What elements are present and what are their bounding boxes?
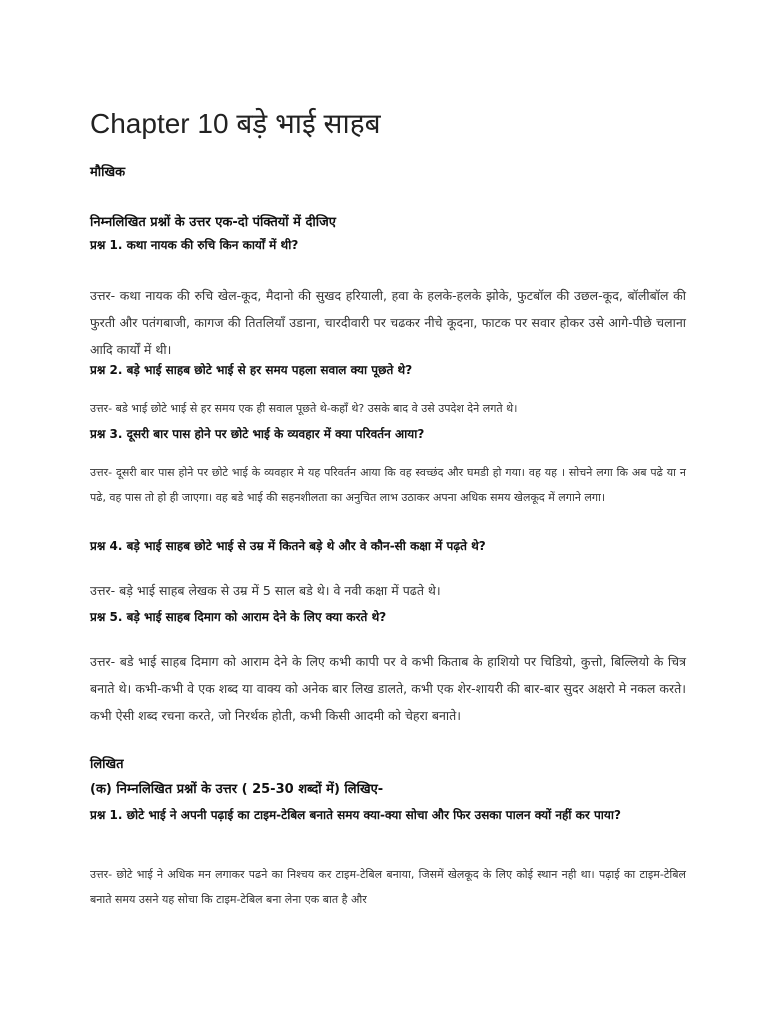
section-heading-written: लिखित: [90, 757, 124, 772]
question-6: प्रश्न 1. छोटे भाई ने अपनी पढ़ाई का टाइम-टेबिल बनाते समय क्या-क्या सोचा और फिर उसका पालन क्यों नहीं कर पाया?: [90, 808, 621, 822]
answer-3: उत्तर- दूसरी बार पास होने पर छोटे भाई के व्यवहार मे यह परिवर्तन आया कि वह स्वच्छंद और घमडी हो गया। वह यह । सोचने लगा कि अब पढे या न पढे, वह पास तो हो ही जाएगा। वह बडे भाई की सहनशीलता का अनुचित लाभ उठाकर अपना अधिक समय खेलकूद में लगाने लगा।: [90, 466, 686, 504]
question-2: प्रश्न 2. बड़े भाई साहब छोटे भाई से हर समय पहला सवाल क्या पूछते थे?: [90, 363, 413, 377]
answer-6: उत्तर- छोटे भाई ने अधिक मन लगाकर पढने का निश्चय कर टाइम-टेबिल बनाया, जिसमें खेलकूद के लिए कोई स्थान नही था। पढ़ाई का टाइम-टेबिल बनाते समय उसने यह सोचा कि टाइम-टेबिल बना लेना एक बात है और: [90, 868, 686, 906]
question-4: प्रश्न 4. बड़े भाई साहब छोटे भाई से उम्र में कितने बड़े थे और वे कौन-सी कक्षा में पढ़ते थे?: [90, 539, 486, 553]
answer-1: उत्तर- कथा नायक की रुचि खेल-कूद, मैदानो की सुखद हरियाली, हवा के हलके-हलके झोके, फुटबॉल की उछल-कूद, बॉलीबॉल की फुरती और पतंगबाजी, कागज की तितलियाँ उडाना, चारदीवारी पर चढकर नीचे कूदना, फाटक पर सवार होकर उसे आगे-पीछे चलाना आदि कार्यों में थी।: [90, 288, 686, 357]
section-heading-oral: मौखिक: [90, 165, 126, 180]
question-1: प्रश्न 1. कथा नायक की रुचि किन कार्यों में थी?: [90, 238, 299, 252]
chapter-title: Chapter 10 बड़े भाई साहब: [90, 108, 381, 139]
question-5: प्रश्न 5. बड़े भाई साहब दिमाग को आराम देने के लिए क्या करते थे?: [90, 610, 387, 624]
document-page: [90, 0, 690, 1024]
answer-2: उत्तर- बडे भाई छोटे भाई से हर समय एक ही सवाल पूछते थे-कहाँ थे? उसके बाद वे उसे उपदेश देने लगते थे।: [90, 402, 518, 415]
answer-4: उत्तर- बड़े भाई साहब लेखक से उम्र में 5 साल बडे थे। वे नवी कक्षा में पढते थे।: [90, 583, 441, 598]
instruction-oral: निम्नलिखित प्रश्नों के उत्तर एक-दो पंक्तियों में दीजिए: [90, 215, 336, 230]
instruction-written: (क) निम्नलिखित प्रश्नों के उत्तर ( 25-30 शब्दों में) लिखिए-: [90, 782, 384, 797]
answer-5: उत्तर- बडे भाई साहब दिमाग को आराम देने के लिए कभी कापी पर वे कभी किताब के हाशियो पर चिडियो, कुत्तो, बिल्लियो के चित्र बनाते थे। कभी-कभी वे एक शब्द या वाक्य को अनेक बार लिख डालते, कभी एक शेर-शायरी की बार-बार सुदर अक्षरो मे नकल करते। कभी ऐसी शब्द रचना करते, जो निरर्थक होती, कभी किसी आदमी को चेहरा बनाते।: [90, 654, 686, 723]
question-3: प्रश्न 3. दूसरी बार पास होने पर छोटे भाई के व्यवहार में क्या परिवर्तन आया?: [90, 427, 425, 441]
